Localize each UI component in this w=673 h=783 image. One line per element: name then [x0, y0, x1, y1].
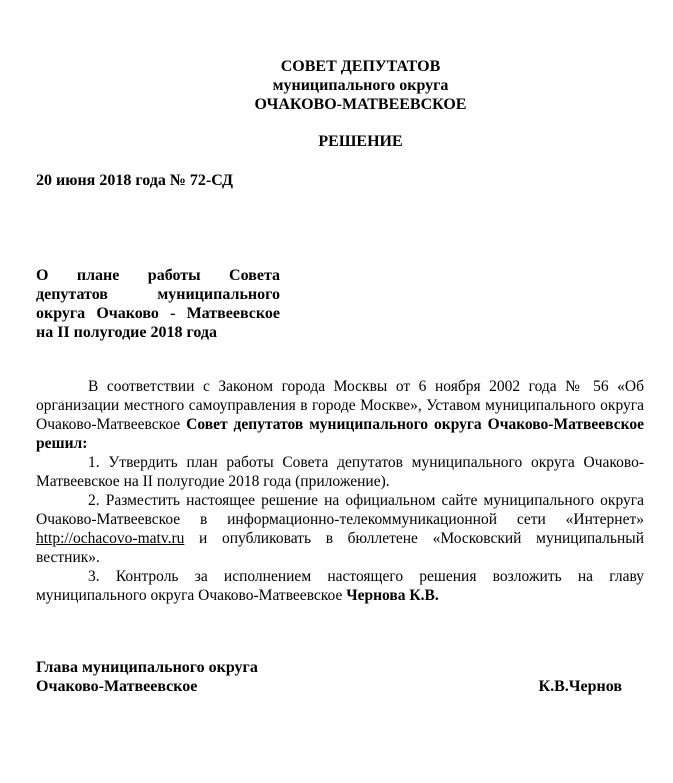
signature-name: К.В.Чернов — [538, 678, 622, 695]
council-title: СОВЕТ ДЕПУТАТОВ — [280, 58, 441, 75]
item-3-text: 3. Контроль за исполнением настоящего решения возложить на главу муниципального округа Очаково-Матвеевское — [36, 568, 644, 604]
district-name: ОЧАКОВО-МАТВЕЕВСКОЕ — [254, 96, 467, 113]
document-header — [0, 57, 673, 114]
item-1: 1. Утвердить план работы Совета депутатов муниципального округа Очаково-Матвеевское на II полугодие 2018 года (приложение). — [36, 454, 644, 490]
signature-position-line1: Глава муниципального округа — [36, 659, 258, 676]
preamble-paragraph — [36, 377, 644, 453]
item-2-text: 2. Разместить настоящее решение на официальном сайте муниципального округа Очаково-Матвеевское в информационно-телекоммуникационной сети «Интернет» — [36, 492, 644, 528]
subject-line: О плане работы Совета — [36, 267, 280, 284]
decision-title: РЕШЕНИЕ — [318, 133, 403, 150]
item-2-text-after: и опубликовать в бюллетене «Московский муниципальный вестник». — [36, 530, 644, 566]
decision-subject — [36, 266, 280, 342]
preamble-text: В соответствии с Законом города Москвы от 6 ноября 2002 года № 56 «Об организации местного самоуправления в городе Москве», Уставом муниципального округа Очаково-Матвеевское — [36, 378, 644, 433]
preamble-resolution: Совет депутатов муниципального округа Очаково-Матвеевское решил: — [36, 416, 644, 452]
signature-row-2 — [36, 677, 622, 696]
item-3 — [36, 567, 644, 605]
district-subtitle: муниципального округа — [272, 77, 449, 94]
subject-line: на II полугодие 2018 года — [36, 324, 217, 341]
website-link[interactable]: http://ochacovo-matv.ru — [36, 530, 185, 547]
item-3-person: Чернова К.В. — [346, 587, 439, 604]
subject-line: депутатов муниципального — [36, 286, 280, 303]
decision-date: 20 июня 2018 года № 72-СД — [36, 172, 233, 189]
signature-row-1 — [36, 658, 622, 677]
item-2 — [36, 491, 644, 567]
signature-position-line2: Очаково-Матвеевское — [36, 678, 198, 695]
decision-body — [36, 377, 644, 605]
signature-block — [36, 658, 622, 696]
subject-line: округа Очаково - Матвеевское — [36, 305, 280, 322]
